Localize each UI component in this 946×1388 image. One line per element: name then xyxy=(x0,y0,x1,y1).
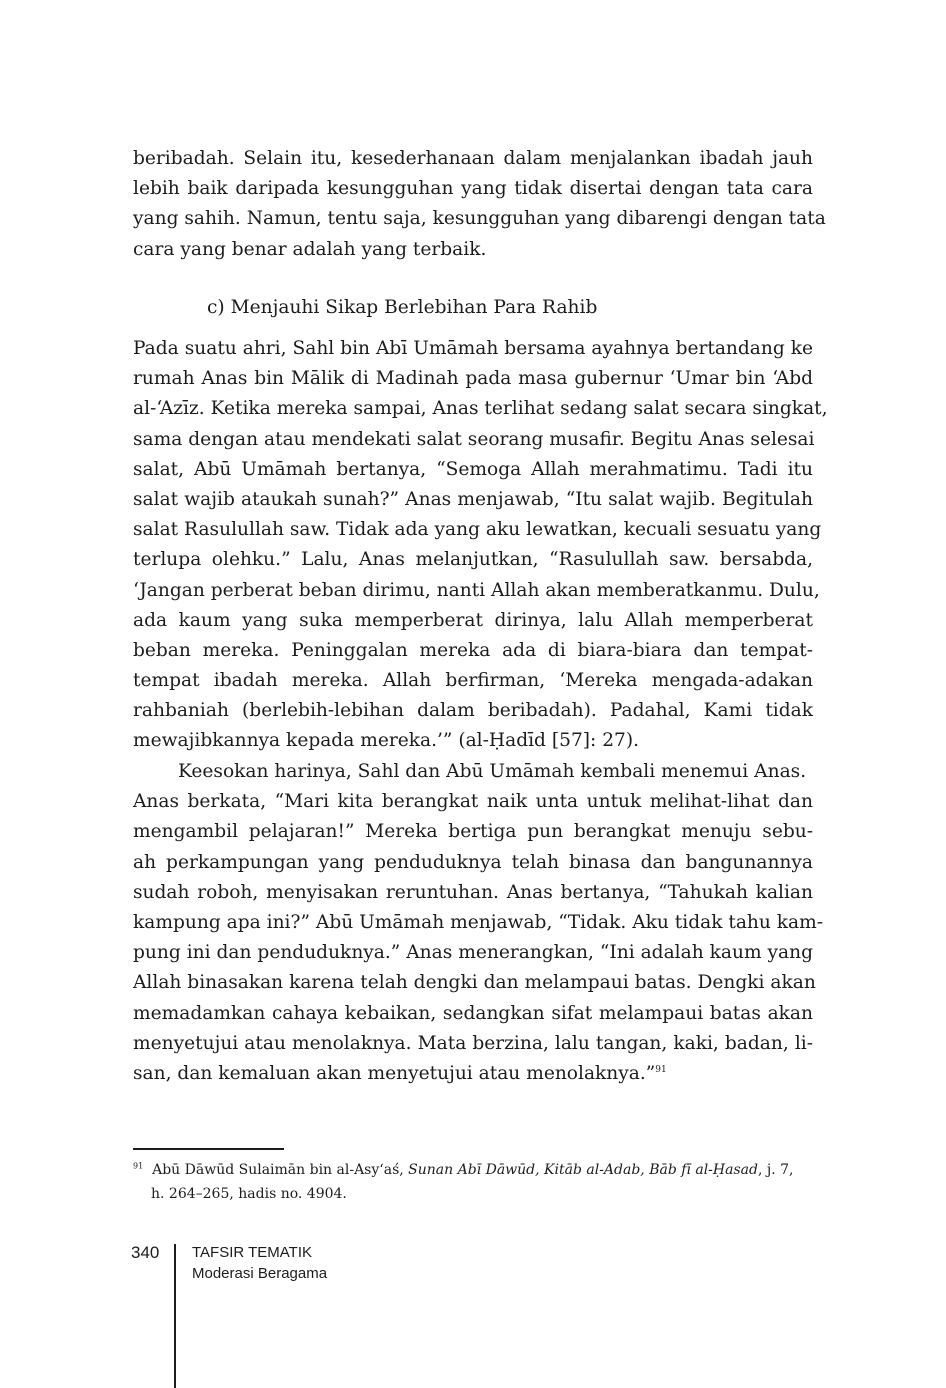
text-line: yang sahih. Namun, tentu saja, kesungguhan yang dibarengi dengan tata xyxy=(133,208,826,230)
section-heading: c) Menjauhi Sikap Berlebihan Para Rahib xyxy=(207,297,598,318)
text-line: al-‘Azīz. Ketika mereka sampai, Anas terlihat sedang salat secara singkat, xyxy=(133,398,828,420)
text-line: menyetujui atau menolaknya. Mata berzina, lalu tangan, kaki, badan, li- xyxy=(133,1032,813,1054)
text-line: beribadah. Selain itu, kesederhanaan dalam menjalankan ibadah jauh xyxy=(133,148,813,169)
footnote-work-title: Sunan Abī Dāwūd, Kitāb al-Adab, Bāb fī al-Ḥasad xyxy=(408,1162,758,1178)
footnote xyxy=(133,1158,813,1206)
text-line: sudah roboh, menyisakan reruntuhan. Anas bertanya, “Tahukah kalian xyxy=(133,881,813,903)
text-line: ‘Jangan perberat beban dirimu, nanti Allah akan memberatkanmu. Dulu, xyxy=(133,579,820,601)
text-line: Pada suatu ahri, Sahl bin Abī Umāmah bersama ayahnya bertandang ke xyxy=(133,338,813,359)
text-line: rahbaniah (berlebih-lebihan dalam beribadah). Padahal, Kami tidak xyxy=(133,700,813,722)
footnote-divider xyxy=(133,1148,284,1150)
footnote-line-1 xyxy=(133,1158,813,1182)
text-line: lebih baik daripada kesungguhan yang tidak disertai dengan tata cara xyxy=(133,178,813,200)
text-line: tempat ibadah mereka. Allah berfirman, ‘Mereka mengada-adakan xyxy=(133,670,813,692)
text-line: rumah Anas bin Mālik di Madinah pada masa gubernur ‘Umar bin ‘Abd xyxy=(133,368,813,390)
body-paragraph-1 xyxy=(133,144,826,265)
book-subtitle: Moderasi Beragama xyxy=(192,1265,328,1282)
body-paragraph-3 xyxy=(133,757,824,1089)
footnote-reference[interactable]: 91 xyxy=(655,1064,667,1075)
folio-divider xyxy=(174,1244,176,1388)
text-line: cara yang benar adalah yang terbaik. xyxy=(133,238,487,260)
text-line: salat, Abū Umāmah bertanya, “Semoga Allah merahmatimu. Tadi itu xyxy=(133,458,813,480)
footnote-author: Abū Dāwūd Sulaimān bin al-Asy‘aś, xyxy=(152,1162,409,1178)
body-paragraph-2 xyxy=(133,334,828,757)
page-number: 340 xyxy=(131,1243,160,1262)
text-line: Keesokan harinya, Sahl dan Abū Umāmah kembali menemui Anas. xyxy=(178,761,807,782)
text-line: mewajibkannya kepada mereka.’” (al-Ḥadīd [57]: 27). xyxy=(133,730,640,752)
text-line: memadamkan cahaya kebaikan, sedangkan sifat melampaui batas akan xyxy=(133,1002,813,1024)
text-line: ah perkampungan yang penduduknya telah binasa dan bangunannya xyxy=(133,851,813,873)
text-line-content: san, dan kemaluan akan menyetujui atau menolaknya.” xyxy=(133,1062,656,1084)
text-line: mengambil pelajaran!” Mereka bertiga pun berangkat menuju sebu- xyxy=(133,821,813,843)
text-line: beban mereka. Peninggalan mereka ada di biara-biara dan tempat- xyxy=(133,639,813,661)
text-line: salat wajib ataukah sunah?” Anas menjawab, “Itu salat wajib. Begitulah xyxy=(133,488,813,510)
text-line: salat Rasulullah saw. Tidak ada yang aku lewatkan, kecuali sesuatu yang xyxy=(133,519,822,541)
text-line: Allah binasakan karena telah dengki dan melampaui batas. Dengki akan xyxy=(133,972,816,994)
text-line: terlupa olehku.” Lalu, Anas melanjutkan, “Rasulullah saw. bersabda, xyxy=(133,549,813,571)
book-title: TAFSIR TEMATIK xyxy=(192,1244,313,1261)
text-line: ada kaum yang suka memperberat dirinya, lalu Allah memperberat xyxy=(133,609,813,631)
text-line: kampung apa ini?” Abū Umāmah menjawab, “Tidak. Aku tidak tahu kam- xyxy=(133,911,824,933)
footnote-number: 91 xyxy=(133,1161,144,1171)
text-line: sama dengan atau mendekati salat seorang musafir. Begitu Anas selesai xyxy=(133,428,815,450)
footnote-detail: , j. 7, xyxy=(757,1162,794,1178)
text-line: Anas berkata, “Mari kita berangkat naik unta untuk melihat-lihat dan xyxy=(133,791,813,813)
text-line-last xyxy=(133,1059,813,1089)
footnote-line-2: h. 264–265, hadis no. 4904. xyxy=(151,1186,347,1202)
text-line: pung ini dan penduduknya.” Anas menerangkan, “Ini adalah kaum yang xyxy=(133,942,813,964)
